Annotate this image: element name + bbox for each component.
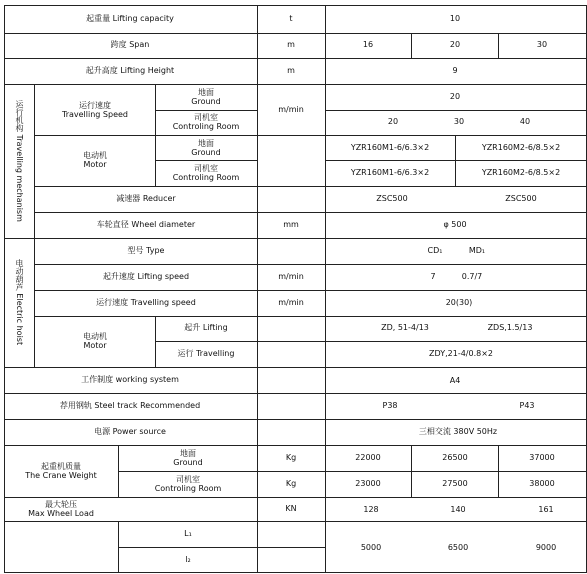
rule xyxy=(498,33,499,58)
rule xyxy=(155,316,156,367)
ground-label-cn: 地面 xyxy=(198,139,214,148)
rule xyxy=(155,160,257,161)
ground-label-en: Ground xyxy=(191,97,221,106)
travelling-speed-ground xyxy=(191,88,220,106)
dimension-l2-label: l₂ xyxy=(185,555,191,564)
wheel-diameter-value: φ 500 xyxy=(443,220,467,229)
travelling-motor-ground-value-2: YZR160M2-6/8.5×2 xyxy=(481,143,561,152)
rule xyxy=(34,186,586,187)
rule xyxy=(155,110,257,111)
travelling-motor-room xyxy=(173,164,240,182)
travelling-motor-ground xyxy=(191,139,220,157)
span-unit: m xyxy=(287,40,295,49)
dimension-value-3: 9000 xyxy=(535,543,557,552)
span-value-1: 16 xyxy=(362,40,374,49)
room-label-cn: 司机室 xyxy=(194,164,218,173)
reducer-value-1: ZSC500 xyxy=(376,194,408,203)
max-wheel-load-label xyxy=(28,500,94,518)
rule xyxy=(34,84,35,238)
crane-weight-ground xyxy=(173,449,202,467)
lifting-height-value: 9 xyxy=(452,66,458,75)
rule xyxy=(4,572,586,573)
span-value-2: 20 xyxy=(449,40,461,49)
crane-weight-room-unit: Kg xyxy=(285,479,297,488)
lifting-height-label: 起升高度 Lifting Height xyxy=(85,66,175,75)
rule xyxy=(325,110,586,111)
crane-weight-room xyxy=(155,475,222,493)
crane-weight-ground-unit: Kg xyxy=(285,453,297,462)
travelling-motor-label xyxy=(83,151,107,169)
rule xyxy=(411,445,412,497)
rule xyxy=(4,238,586,239)
rule xyxy=(4,419,586,420)
dimension-value-1: 5000 xyxy=(360,543,382,552)
working-system-value: A4 xyxy=(449,376,461,385)
rule xyxy=(498,445,499,497)
hoist-type-value-2: MD₁ xyxy=(468,246,486,255)
hoist-lifting-speed-unit: m/min xyxy=(278,272,304,281)
hoist-lifting-speed-value-2: 0.7/7 xyxy=(461,272,483,281)
max-wheel-load-label-cn: 最大轮压 xyxy=(45,500,77,509)
rule xyxy=(34,135,586,136)
rule xyxy=(411,33,412,58)
crane-weight-ground-value-2: 26500 xyxy=(442,453,468,462)
lifting-capacity-unit: t xyxy=(289,14,293,23)
crane-weight-label-en: The Crane Weight xyxy=(25,471,97,480)
crane-weight-room-value-3: 38000 xyxy=(529,479,555,488)
travelling-motor-label-en: Motor xyxy=(83,160,107,169)
lifting-capacity-label: 起重量 Lifting capacity xyxy=(86,14,174,23)
travelling-motor-room-value-2: YZR160M2-6/8.5×2 xyxy=(481,168,561,177)
crane-weight-room-value-2: 27500 xyxy=(442,479,468,488)
rule xyxy=(4,393,586,394)
steel-track-value-2: P43 xyxy=(519,401,535,410)
max-wheel-load-value-1: 128 xyxy=(363,505,379,514)
hoist-motor-lifting-value-2: ZDS,1.5/13 xyxy=(487,323,533,332)
rule xyxy=(4,521,586,522)
ground-label-cn: 地面 xyxy=(180,449,196,458)
travelling-mechanism-group-label: 运行机构 Travelling mechanism xyxy=(15,100,24,222)
rule xyxy=(455,135,456,186)
room-label-cn: 司机室 xyxy=(176,475,200,484)
max-wheel-load-label-en: Max Wheel Load xyxy=(28,509,94,518)
travelling-motor-ground-value-1: YZR160M1-6/6.3×2 xyxy=(350,143,430,152)
electric-hoist-group-label: 电动葫芦 Electric hoist xyxy=(15,258,24,346)
max-wheel-load-value-2: 140 xyxy=(450,505,466,514)
span-label: 跨度 Span xyxy=(110,40,150,49)
travelling-speed-room-value-3: 40 xyxy=(519,117,531,126)
rule xyxy=(155,84,156,186)
hoist-type-value-1: CD₁ xyxy=(427,246,443,255)
hoist-motor-label-en: Motor xyxy=(83,341,107,350)
rule xyxy=(4,5,586,6)
hoist-travelling-speed-label: 运行速度 Travelling speed xyxy=(96,298,196,307)
ground-label-cn: 地面 xyxy=(198,88,214,97)
max-wheel-load-value-3: 161 xyxy=(538,505,554,514)
travelling-speed-label-en: Travelling Speed xyxy=(62,110,128,119)
room-label-en: Controling Room xyxy=(172,122,240,131)
rule xyxy=(257,5,258,573)
hoist-motor-lifting-label: 起升 Lifting xyxy=(184,323,228,332)
working-system-label: 工作制度 working system xyxy=(81,375,179,384)
rule xyxy=(155,341,586,342)
steel-track-value-1: P38 xyxy=(382,401,398,410)
crane-weight-room-value-1: 23000 xyxy=(355,479,381,488)
rule xyxy=(4,5,5,573)
crane-weight-label xyxy=(25,462,97,480)
rule xyxy=(118,521,119,572)
travelling-speed-room-value-1: 20 xyxy=(387,117,399,126)
reducer-label: 减速器 Reducer xyxy=(116,194,176,203)
max-wheel-load-unit: KN xyxy=(285,504,297,513)
hoist-type-label: 型号 Type xyxy=(127,246,165,255)
hoist-motor-travelling-label: 运行 Travelling xyxy=(177,349,235,358)
crane-weight-ground-value-1: 22000 xyxy=(355,453,381,462)
wheel-diameter-unit: mm xyxy=(283,220,299,229)
ground-label-en: Ground xyxy=(173,458,203,467)
rule xyxy=(4,58,586,59)
power-source-label: 电源 Power source xyxy=(94,427,166,436)
crane-weight-ground-value-3: 37000 xyxy=(529,453,555,462)
reducer-value-2: ZSC500 xyxy=(505,194,537,203)
rule xyxy=(34,264,586,265)
rule xyxy=(34,212,586,213)
dimension-l1-label: L₁ xyxy=(184,529,192,538)
travelling-speed-room-value-2: 30 xyxy=(453,117,465,126)
rule xyxy=(325,5,326,573)
travelling-speed-label-cn: 运行速度 xyxy=(79,101,111,110)
wheel-diameter-label: 车轮直径 Wheel diameter xyxy=(96,220,196,229)
span-value-3: 30 xyxy=(536,40,548,49)
rule xyxy=(4,84,586,85)
hoist-motor-lifting-value-1: ZD, 51-4/13 xyxy=(381,323,429,332)
hoist-motor-label xyxy=(83,332,107,350)
rule xyxy=(4,497,586,498)
room-label-cn: 司机室 xyxy=(194,113,218,122)
steel-track-label: 荐用钢轨 Steel track Recommended xyxy=(59,401,201,410)
hoist-motor-travelling-value: ZDY,21-4/0.8×2 xyxy=(429,349,493,358)
hoist-lifting-speed-label: 起升速度 Lifting speed xyxy=(102,272,190,281)
crane-weight-label-cn: 起重机质量 xyxy=(40,462,81,471)
lifting-height-unit: m xyxy=(287,66,295,75)
travelling-motor-room-value-1: YZR160M1-6/6.3×2 xyxy=(350,168,430,177)
rule xyxy=(34,290,586,291)
rule xyxy=(118,445,119,497)
rule xyxy=(4,367,586,368)
travelling-speed-unit: m/min xyxy=(278,105,304,114)
hoist-motor-label-cn: 电动机 xyxy=(83,332,107,341)
travelling-motor-label-cn: 电动机 xyxy=(83,151,107,160)
hoist-travelling-speed-unit: m/min xyxy=(278,298,304,307)
rule xyxy=(34,238,35,367)
travelling-speed-room xyxy=(173,113,240,131)
power-source-value: 三相交流 380V 50Hz xyxy=(418,427,498,436)
ground-label-en: Ground xyxy=(191,148,221,157)
hoist-lifting-speed-value-1: 7 xyxy=(430,272,436,281)
rule xyxy=(118,547,325,548)
travelling-speed-ground-value: 20 xyxy=(449,92,461,101)
rule xyxy=(118,471,586,472)
hoist-travelling-speed-value: 20(30) xyxy=(445,298,473,307)
room-label-en: Controling Room xyxy=(154,484,222,493)
travelling-speed-label xyxy=(62,101,128,119)
lifting-capacity-value: 10 xyxy=(449,14,461,23)
dimension-value-2: 6500 xyxy=(447,543,469,552)
room-label-en: Controling Room xyxy=(172,173,240,182)
rule xyxy=(34,316,586,317)
